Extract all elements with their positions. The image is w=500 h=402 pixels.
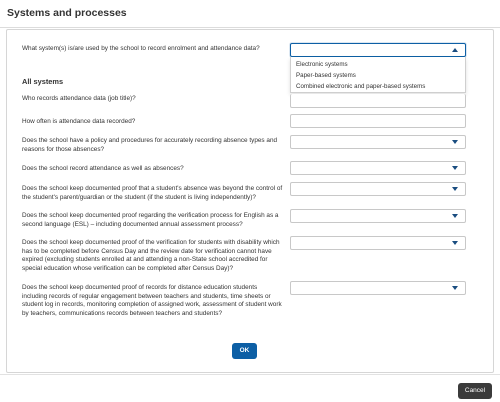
systems-question-label: What system(s) is/are used by the school to record enrolment and attendance data? [22,45,260,52]
absence-policy-select[interactable] [290,135,466,149]
dialog-header [0,0,500,28]
question-label: Does the school record attendance as well as absences? [22,165,184,172]
job-title-input[interactable] [290,94,466,108]
chevron-down-icon [452,166,458,170]
question-label: Does the school keep documented proof regarding the verification process for English as a second language (ESL) – including documented annual assessment process? [22,212,279,228]
dialog-title: Systems and processes [7,7,127,19]
chevron-down-icon [452,286,458,290]
systems-select[interactable] [290,43,466,57]
chevron-down-icon [452,140,458,144]
esl-verification-select[interactable] [290,209,466,223]
footer-divider [0,374,500,375]
distance-education-select[interactable] [290,281,466,295]
chevron-down-icon [452,241,458,245]
chevron-down-icon [452,214,458,218]
question-label: Does the school keep documented proof of the verification for students with disability which has to be completed before Census Day and the review date for verification cannot have expired (excluding students enrolled at and attending a non-State school accredited for special education whose verification can be completed after Census Day)? [22,239,280,272]
chevron-up-icon [452,48,458,52]
disability-verification-select[interactable] [290,236,466,250]
frequency-input[interactable] [290,114,466,128]
question-label: Who records attendance data (job title)? [22,95,136,102]
chevron-down-icon [452,187,458,191]
question-label: How often is attendance data recorded? [22,118,136,125]
section-title: All systems [22,77,64,86]
dropdown-option-combined[interactable]: Combined electronic and paper-based systems [296,83,426,90]
question-label: Does the school keep documented proof that a student's absence was beyond the control of the student's parent/guardian or the student (if the student is living independently)? [22,185,283,201]
cancel-button[interactable]: Cancel [458,383,492,399]
systems-dropdown-menu [290,57,466,93]
record-attendance-select[interactable] [290,161,466,175]
ok-button[interactable]: OK [232,343,257,359]
absence-proof-select[interactable] [290,182,466,196]
question-label: Does the school keep documented proof of records for distance education students including records of regular engagement between teachers and students, time sheets or student log in records, monitoring completion of assigned work, assessment of student work by teachers, communications records between teachers and students? [22,284,282,317]
question-label: Does the school have a policy and procedures for accurately recording absence types and reasons for those absences? [22,137,278,153]
dropdown-option-electronic[interactable]: Electronic systems [296,61,348,68]
dropdown-option-paper[interactable]: Paper-based systems [296,72,356,79]
